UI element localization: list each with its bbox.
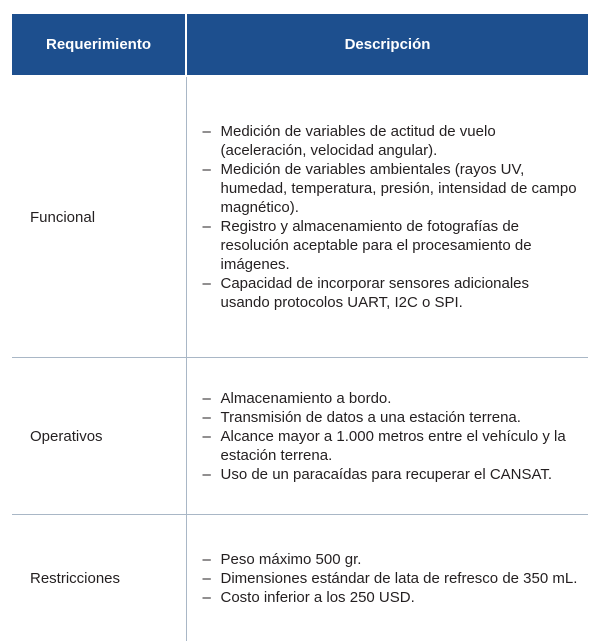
list-item-text: Medición de variables ambientales (rayos UV, humedad, temperatura, presión, intensidad de campo magnético).	[221, 161, 577, 216]
list-item-text: Registro y almacenamiento de fotografías de resolución aceptable para el procesamiento de imágenes.	[221, 218, 532, 273]
bullet-dash: –	[203, 389, 211, 408]
bullet-dash: –	[203, 122, 211, 141]
list-item	[221, 465, 581, 484]
list-item-text: Costo inferior a los 250 USD.	[221, 589, 415, 606]
list-item-text: Transmisión de datos a una estación terrena.	[221, 409, 521, 426]
description-cell	[186, 76, 588, 358]
description-cell	[186, 358, 588, 515]
requirements-table	[12, 14, 588, 641]
list-item-text: Peso máximo 500 gr.	[221, 551, 362, 568]
category-cell: Restricciones	[12, 515, 186, 641]
list-item-text: Dimensiones estándar de lata de refresco de 350 mL.	[221, 570, 578, 587]
list-item	[221, 122, 581, 160]
header-descripcion: Descripción	[186, 14, 588, 76]
header-requerimiento: Requerimiento	[12, 14, 186, 76]
category-cell: Operativos	[12, 358, 186, 515]
list-item	[221, 160, 581, 217]
list-item	[221, 588, 581, 607]
list-item	[221, 569, 581, 588]
table-row-operativos	[12, 358, 588, 515]
category-cell: Funcional	[12, 76, 186, 358]
bullet-dash: –	[203, 569, 211, 588]
description-cell	[186, 515, 588, 641]
list-item-text: Almacenamiento a bordo.	[221, 390, 392, 407]
list-item	[221, 408, 581, 427]
description-list	[187, 389, 581, 484]
bullet-dash: –	[203, 274, 211, 293]
list-item	[221, 427, 581, 465]
list-item	[221, 550, 581, 569]
table-row-funcional	[12, 76, 588, 358]
bullet-dash: –	[203, 550, 211, 569]
description-list	[187, 550, 581, 607]
bullet-dash: –	[203, 465, 211, 484]
bullet-dash: –	[203, 217, 211, 236]
bullet-dash: –	[203, 588, 211, 607]
list-item	[221, 389, 581, 408]
list-item	[221, 274, 581, 312]
table-header	[12, 14, 588, 76]
table-row-restricciones	[12, 515, 588, 641]
list-item-text: Medición de variables de actitud de vuelo (aceleración, velocidad angular).	[221, 123, 496, 159]
list-item-text: Alcance mayor a 1.000 metros entre el vehículo y la estación terrena.	[221, 428, 566, 464]
bullet-dash: –	[203, 408, 211, 427]
bullet-dash: –	[203, 160, 211, 179]
list-item	[221, 217, 581, 274]
description-list	[187, 122, 581, 312]
bullet-dash: –	[203, 427, 211, 446]
list-item-text: Uso de un paracaídas para recuperar el CANSAT.	[221, 466, 553, 483]
list-item-text: Capacidad de incorporar sensores adicionales usando protocolos UART, I2C o SPI.	[221, 275, 530, 311]
